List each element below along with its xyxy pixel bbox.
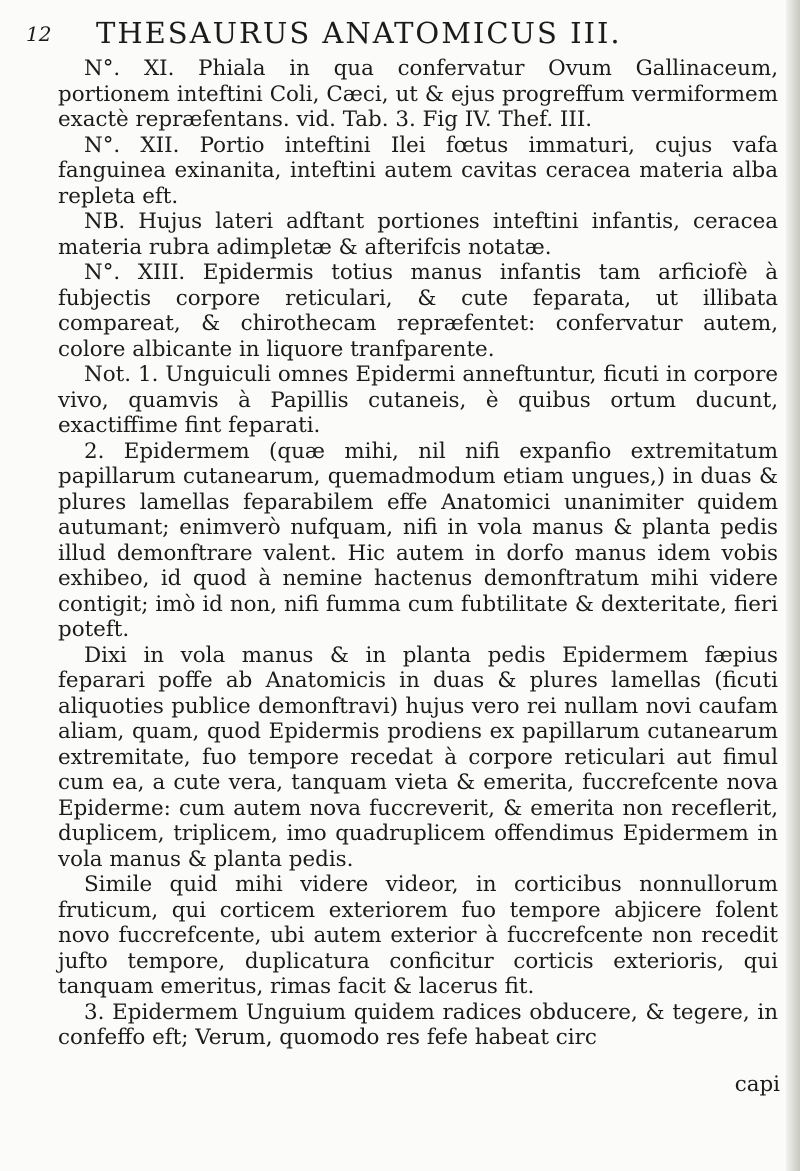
paragraph-note-2: 2. Epidermem (quæ mihi, nil nifi expanfio extremitatum papillarum cutanearum, quemadmodum etiam ungues,) in duas & plures lamellas feparabilem effe Anatomici unanimiter quidem autumant; enimverò nufquam, nifi in vola manus & planta pedis illud demonftrare valent. Hic autem in dorfo manus idem vobis exhibeo, id quod à nemine hactenus demonftratum mihi videre contigit; imò id non, nifi fumma cum fubtilitate & dexteritate, fieri poteft. — [58, 438, 778, 642]
catchword: capi — [734, 1072, 780, 1097]
paragraph-note-1: Not. 1. Unguiculi omnes Epidermi anneftuntur, ficuti in corpore vivo, quamvis à Papillis cutaneis, è quibus ortum ducunt, exactiffime fint feparati. — [58, 362, 778, 438]
page-header — [26, 12, 786, 52]
body-text — [58, 56, 778, 1051]
paragraph-no-xiii: N°. XIII. Epidermis totius manus infantis tam arficiofè à fubjectis corpore reticulari, & cute feparata, ut illibata compareat, & chirothecam repræfentet: confervatur autem, colore albicante in liquore tranfparente. — [58, 260, 778, 362]
paragraph-dixi: Dixi in vola manus & in planta pedis Epidermem fæpius feparari poffe ab Anatomicis in duas & plures lamellas (ficuti aliquoties publice demonftravi) hujus vero rei nullam novi caufam aliam, quam, quod Epidermis prodiens ex papillarum cutanearum extremitate, fuo tempore recedat à corpore reticulari aut fimul cum ea, a cute vera, tanquam vieta & emerita, fuccrefcente nova Epiderme: cum autem nova fuccreverit, & emerita non receflerit, duplicem, triplicem, imo quadruplicem offendimus Epidermem in vola manus & planta pedis. — [58, 642, 778, 872]
page-number: 12 — [26, 22, 52, 46]
paragraph-note-3: 3. Epidermem Unguium quidem radices obducere, & tegere, in confeffo eft; Verum, quomodo res fefe habeat circ — [58, 999, 778, 1050]
paragraph-nb: NB. Hujus lateri adftant portiones inteftini infantis, ceracea materia rubra adimpletæ & afterifcis notatæ. — [58, 209, 778, 260]
paragraph-simile: Simile quid mihi videre videor, in corticibus nonnullorum fruticum, qui corticem exteriorem fuo tempore abjicere folent novo fuccrefcente, ubi autem exterior à fuccrefcente non recedit jufto tempore, duplicatura conficitur corticis exterioris, qui tanquam emeritus, rimas facit & lacerus fit. — [58, 872, 778, 999]
paragraph-no-xii: N°. XII. Portio inteftini Ilei fœtus immaturi, cujus vafa fanguinea exinanita, inteftini autem cavitas ceracea materia alba repleta eft. — [58, 132, 778, 209]
page-gutter-shadow — [786, 0, 800, 1171]
running-head: THESAURUS ANATOMICUS III. — [96, 16, 622, 50]
paragraph-no-xi: N°. XI. Phiala in qua confervatur Ovum Gallinaceum, portionem inteftini Coli, Cæci, ut & ejus progreffum vermiformem exactè repræfentans. vid. Tab. 3. Fig IV. Thef. III. — [58, 56, 778, 132]
